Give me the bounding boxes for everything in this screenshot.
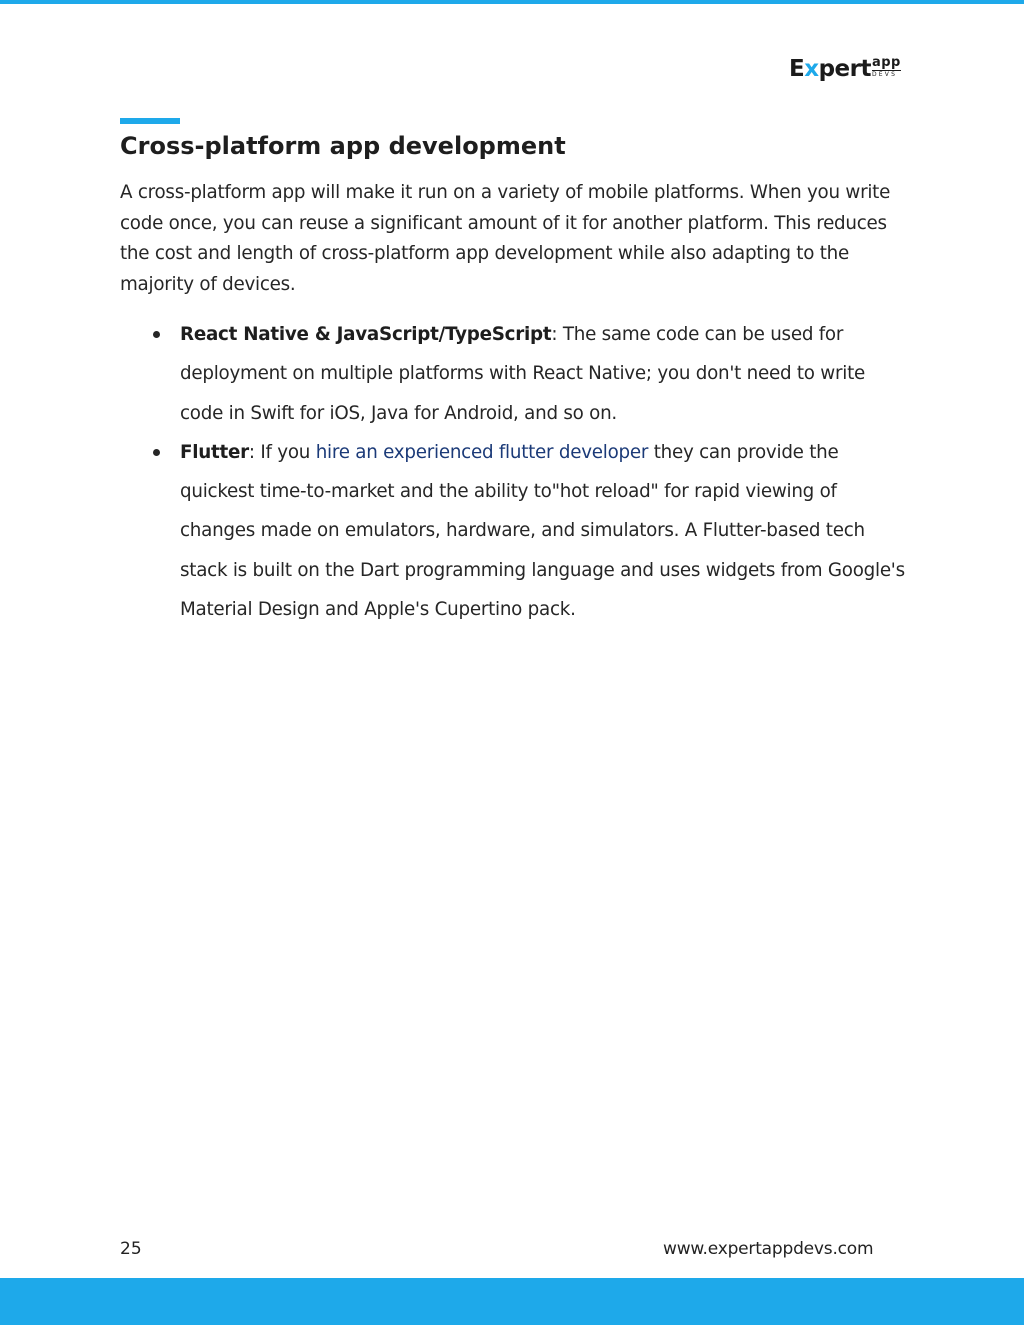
bullet-title: Flutter [180, 441, 249, 463]
heading-accent-bar [120, 118, 180, 124]
top-accent-stripe [0, 0, 1024, 4]
logo-text-app: app [871, 55, 901, 70]
logo-text-devs: DEVS [872, 70, 901, 79]
bullet-first-line [180, 315, 920, 354]
footer-website: www.expertappdevs.com [663, 1239, 874, 1259]
bullet-react-native [120, 315, 920, 433]
intro-line: the cost and length of cross-platform app development while also adapting to the [120, 243, 849, 264]
bullet-line: quickest time-to-market and the ability to"hot reload" for rapid viewing of [180, 481, 837, 503]
logo-text-pert: pert [818, 56, 871, 82]
bullet-flutter [120, 433, 920, 629]
bullet-line: changes made on emulators, hardware, and simulators. A Flutter-based tech [180, 520, 865, 542]
expertappdevs-logo [789, 56, 901, 82]
bullet-line: Material Design and Apple's Cupertino pack. [180, 599, 576, 621]
logo-text-x: x [804, 56, 819, 82]
bullet-dot [153, 449, 160, 456]
intro-line: code once, you can reuse a significant amount of it for another platform. This reduces [120, 212, 887, 234]
bullet-text: : The same code can be used for [551, 324, 844, 345]
logo-text-e: E [789, 56, 805, 82]
hire-flutter-developer-link[interactable]: hire an experienced flutter developer [315, 441, 649, 463]
bullet-line: deployment on multiple platforms with React Native; you don't need to write [180, 363, 865, 385]
bullet-text: they can provide the [648, 441, 839, 463]
logo-wordmark [789, 56, 871, 82]
bullet-line: stack is built on the Dart programming language and uses widgets from Google's [180, 559, 905, 581]
intro-line: A cross-platform app will make it run on a variety of mobile platforms. When you write [120, 182, 891, 203]
bullet-first-line [180, 433, 920, 472]
bullet-line: code in Swift for iOS, Java for Android, and so on. [180, 402, 617, 424]
intro-line: majority of devices. [120, 273, 296, 295]
bottom-accent-band [0, 1278, 1024, 1325]
bullet-dot [153, 331, 160, 338]
bullet-title: React Native & JavaScript/TypeScript [180, 324, 552, 345]
section-heading: Cross-platform app development [120, 132, 566, 160]
page-number: 25 [120, 1239, 142, 1259]
intro-paragraph [120, 178, 910, 300]
bullet-text: : If you [248, 441, 316, 463]
logo-badge [872, 57, 901, 79]
bullet-list [120, 315, 920, 629]
